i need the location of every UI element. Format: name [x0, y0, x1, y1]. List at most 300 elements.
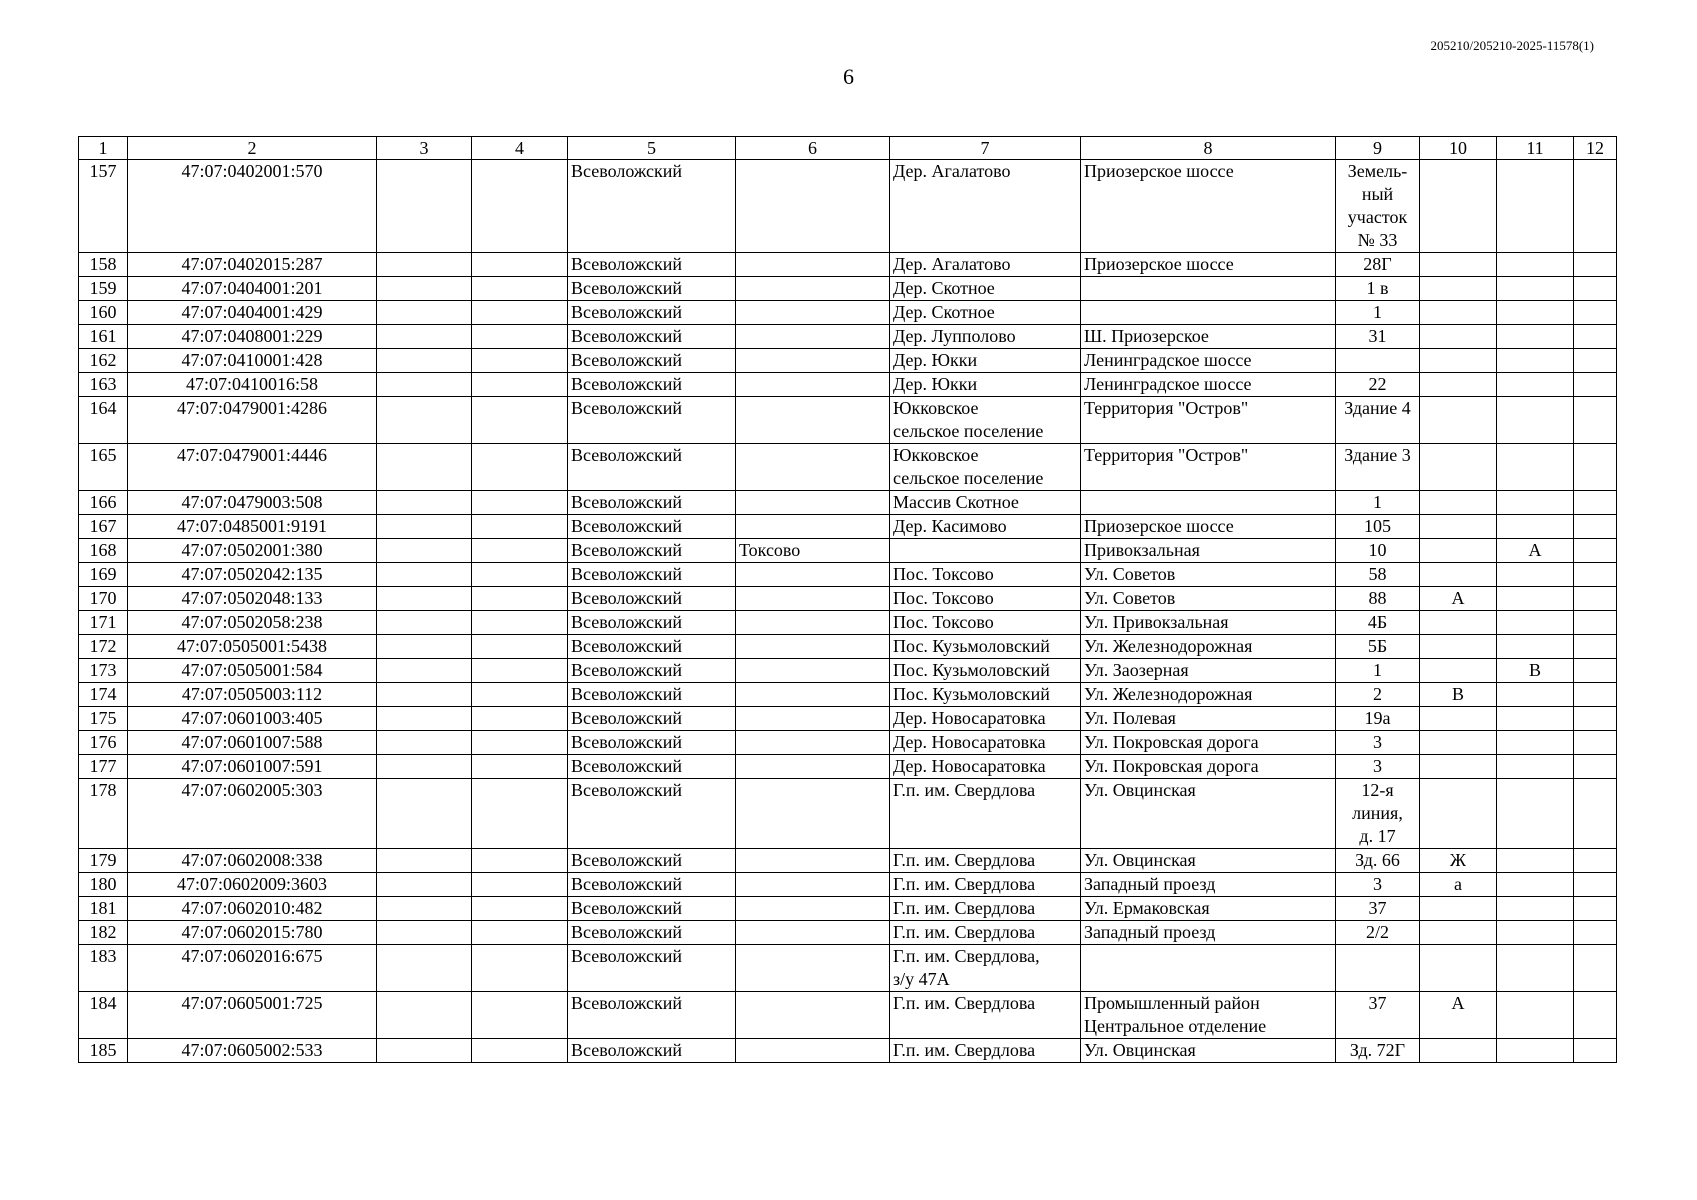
cell-col-4 — [472, 992, 568, 1039]
cadastral-number: 47:07:0404001:201 — [128, 277, 377, 301]
cell-col-10 — [1420, 325, 1497, 349]
locality-cell — [890, 539, 1081, 563]
cell-col-3 — [377, 397, 472, 444]
cell-col-12 — [1574, 992, 1617, 1039]
cadastral-number: 47:07:0502042:135 — [128, 563, 377, 587]
street-cell: Ул. Советов — [1081, 587, 1336, 611]
cell-col-4 — [472, 659, 568, 683]
street-cell: Территория "Остров" — [1081, 444, 1336, 491]
street-cell: Ул. Советов — [1081, 563, 1336, 587]
cell-col-3 — [377, 587, 472, 611]
locality-cell: Дер. Новосаратовка — [890, 755, 1081, 779]
cell-col-4 — [472, 397, 568, 444]
row-number: 184 — [79, 992, 128, 1039]
registry-table — [78, 136, 1617, 1063]
cell-col-3 — [377, 707, 472, 731]
cell-col-4 — [472, 539, 568, 563]
cadastral-number: 47:07:0479001:4446 — [128, 444, 377, 491]
street-cell: Приозерское шоссе — [1081, 160, 1336, 253]
cell-col-11 — [1497, 921, 1574, 945]
table-row — [79, 921, 1617, 945]
cell-col-10 — [1420, 779, 1497, 849]
cell-col-3 — [377, 611, 472, 635]
column-header-2: 2 — [128, 137, 377, 160]
cadastral-number: 47:07:0502001:380 — [128, 539, 377, 563]
cell-col-11 — [1497, 1039, 1574, 1063]
table-row — [79, 1039, 1617, 1063]
district-cell: Всеволожский — [568, 563, 736, 587]
cell-col-11 — [1497, 873, 1574, 897]
cell-col-11 — [1497, 563, 1574, 587]
cadastral-number: 47:07:0605001:725 — [128, 992, 377, 1039]
street-cell: Приозерское шоссе — [1081, 515, 1336, 539]
cell-col-10 — [1420, 731, 1497, 755]
locality-cell: Г.п. им. Свердлова — [890, 897, 1081, 921]
settlement-cell — [736, 992, 890, 1039]
cell-col-12 — [1574, 897, 1617, 921]
table-row — [79, 849, 1617, 873]
house-number-cell: 3 — [1336, 873, 1420, 897]
locality-cell: Юкковское сельское поселение — [890, 444, 1081, 491]
settlement-cell — [736, 397, 890, 444]
settlement-cell — [736, 755, 890, 779]
row-number: 179 — [79, 849, 128, 873]
cell-col-11 — [1497, 635, 1574, 659]
settlement-cell — [736, 160, 890, 253]
house-number-cell: 37 — [1336, 992, 1420, 1039]
row-number: 178 — [79, 779, 128, 849]
cell-col-3 — [377, 779, 472, 849]
row-number: 180 — [79, 873, 128, 897]
cadastral-number: 47:07:0505001:5438 — [128, 635, 377, 659]
cell-col-10 — [1420, 659, 1497, 683]
street-cell — [1081, 301, 1336, 325]
district-cell: Всеволожский — [568, 160, 736, 253]
cell-col-3 — [377, 849, 472, 873]
house-number-cell: 4Б — [1336, 611, 1420, 635]
table-row — [79, 253, 1617, 277]
cell-col-4 — [472, 301, 568, 325]
table-row — [79, 635, 1617, 659]
cell-col-11 — [1497, 731, 1574, 755]
street-cell — [1081, 277, 1336, 301]
locality-cell: Дер. Юкки — [890, 349, 1081, 373]
locality-cell: Юкковское сельское поселение — [890, 397, 1081, 444]
settlement-cell — [736, 683, 890, 707]
street-cell: Западный проезд — [1081, 873, 1336, 897]
cadastral-number: 47:07:0602008:338 — [128, 849, 377, 873]
cadastral-number: 47:07:0602005:303 — [128, 779, 377, 849]
table-row — [79, 160, 1617, 253]
locality-cell: Пос. Кузьмоловский — [890, 635, 1081, 659]
column-header-12: 12 — [1574, 137, 1617, 160]
cell-col-10 — [1420, 1039, 1497, 1063]
cell-col-12 — [1574, 491, 1617, 515]
row-number: 161 — [79, 325, 128, 349]
cell-col-11 — [1497, 277, 1574, 301]
table-row — [79, 373, 1617, 397]
cell-col-3 — [377, 897, 472, 921]
district-cell: Всеволожский — [568, 659, 736, 683]
cell-col-10: Ж — [1420, 849, 1497, 873]
locality-cell: Дер. Новосаратовка — [890, 707, 1081, 731]
cell-col-3 — [377, 945, 472, 992]
table-row — [79, 587, 1617, 611]
street-cell: Ул. Железнодорожная — [1081, 635, 1336, 659]
cadastral-number: 47:07:0602016:675 — [128, 945, 377, 992]
cell-col-11 — [1497, 683, 1574, 707]
cell-col-3 — [377, 301, 472, 325]
cell-col-3 — [377, 160, 472, 253]
table-row — [79, 277, 1617, 301]
cell-col-10 — [1420, 563, 1497, 587]
house-number-cell — [1336, 945, 1420, 992]
column-header-1: 1 — [79, 137, 128, 160]
district-cell: Всеволожский — [568, 539, 736, 563]
cadastral-number: 47:07:0404001:429 — [128, 301, 377, 325]
district-cell: Всеволожский — [568, 731, 736, 755]
row-number: 159 — [79, 277, 128, 301]
cell-col-4 — [472, 277, 568, 301]
house-number-cell: Здание 3 — [1336, 444, 1420, 491]
cell-col-12 — [1574, 587, 1617, 611]
locality-cell: Массив Скотное — [890, 491, 1081, 515]
cell-col-11 — [1497, 587, 1574, 611]
cell-col-4 — [472, 849, 568, 873]
settlement-cell — [736, 921, 890, 945]
cell-col-10 — [1420, 277, 1497, 301]
settlement-cell: Токсово — [736, 539, 890, 563]
cell-col-3 — [377, 635, 472, 659]
settlement-cell — [736, 707, 890, 731]
cadastral-number: 47:07:0479001:4286 — [128, 397, 377, 444]
cell-col-3 — [377, 349, 472, 373]
cadastral-number: 47:07:0402001:570 — [128, 160, 377, 253]
cadastral-number: 47:07:0505003:112 — [128, 683, 377, 707]
cell-col-12 — [1574, 253, 1617, 277]
cell-col-11 — [1497, 755, 1574, 779]
cell-col-4 — [472, 897, 568, 921]
district-cell: Всеволожский — [568, 253, 736, 277]
house-number-cell: 10 — [1336, 539, 1420, 563]
cadastral-number: 47:07:0601007:588 — [128, 731, 377, 755]
table-row — [79, 444, 1617, 491]
locality-cell: Дер. Касимово — [890, 515, 1081, 539]
cell-col-3 — [377, 659, 472, 683]
district-cell: Всеволожский — [568, 587, 736, 611]
locality-cell: Дер. Скотное — [890, 301, 1081, 325]
cadastral-number: 47:07:0485001:9191 — [128, 515, 377, 539]
settlement-cell — [736, 611, 890, 635]
row-number: 162 — [79, 349, 128, 373]
settlement-cell — [736, 491, 890, 515]
cell-col-12 — [1574, 563, 1617, 587]
table-row — [79, 301, 1617, 325]
cell-col-12 — [1574, 539, 1617, 563]
cell-col-10 — [1420, 444, 1497, 491]
settlement-cell — [736, 731, 890, 755]
cell-col-4 — [472, 563, 568, 587]
locality-cell: Дер. Лупполово — [890, 325, 1081, 349]
cell-col-4 — [472, 444, 568, 491]
house-number-cell: 37 — [1336, 897, 1420, 921]
settlement-cell — [736, 587, 890, 611]
locality-cell: Дер. Скотное — [890, 277, 1081, 301]
locality-cell: Пос. Токсово — [890, 587, 1081, 611]
district-cell: Всеволожский — [568, 873, 736, 897]
cell-col-4 — [472, 945, 568, 992]
district-cell: Всеволожский — [568, 992, 736, 1039]
table-row — [79, 779, 1617, 849]
district-cell: Всеволожский — [568, 373, 736, 397]
settlement-cell — [736, 349, 890, 373]
district-cell: Всеволожский — [568, 491, 736, 515]
settlement-cell — [736, 277, 890, 301]
row-number: 174 — [79, 683, 128, 707]
street-cell: Ул. Ермаковская — [1081, 897, 1336, 921]
cadastral-number: 47:07:0605002:533 — [128, 1039, 377, 1063]
cell-col-4 — [472, 515, 568, 539]
street-cell: Ул. Покровская дорога — [1081, 755, 1336, 779]
cell-col-3 — [377, 277, 472, 301]
cell-col-12 — [1574, 515, 1617, 539]
house-number-cell — [1336, 349, 1420, 373]
street-cell: Территория "Остров" — [1081, 397, 1336, 444]
locality-cell: Г.п. им. Свердлова — [890, 1039, 1081, 1063]
district-cell: Всеволожский — [568, 277, 736, 301]
cadastral-number: 47:07:0505001:584 — [128, 659, 377, 683]
row-number: 166 — [79, 491, 128, 515]
table-body — [79, 160, 1617, 1063]
locality-cell: Дер. Юкки — [890, 373, 1081, 397]
row-number: 157 — [79, 160, 128, 253]
table-row — [79, 897, 1617, 921]
locality-cell: Пос. Кузьмоловский — [890, 659, 1081, 683]
cadastral-number: 47:07:0402015:287 — [128, 253, 377, 277]
cell-col-11 — [1497, 515, 1574, 539]
cell-col-3 — [377, 1039, 472, 1063]
table-row — [79, 397, 1617, 444]
street-cell — [1081, 491, 1336, 515]
district-cell: Всеволожский — [568, 325, 736, 349]
cadastral-number: 47:07:0410001:428 — [128, 349, 377, 373]
cell-col-3 — [377, 755, 472, 779]
column-header-3: 3 — [377, 137, 472, 160]
cell-col-3 — [377, 539, 472, 563]
settlement-cell — [736, 945, 890, 992]
table-row — [79, 515, 1617, 539]
cell-col-11 — [1497, 897, 1574, 921]
house-number-cell: Здание 4 — [1336, 397, 1420, 444]
cadastral-number: 47:07:0602009:3603 — [128, 873, 377, 897]
district-cell: Всеволожский — [568, 635, 736, 659]
house-number-cell: 3 — [1336, 731, 1420, 755]
table-row — [79, 992, 1617, 1039]
house-number-cell: 28Г — [1336, 253, 1420, 277]
cell-col-12 — [1574, 397, 1617, 444]
cell-col-3 — [377, 683, 472, 707]
district-cell: Всеволожский — [568, 611, 736, 635]
page-number: 6 — [843, 64, 854, 89]
cell-col-11 — [1497, 373, 1574, 397]
cell-col-3 — [377, 563, 472, 587]
locality-cell: Пос. Кузьмоловский — [890, 683, 1081, 707]
cell-col-4 — [472, 253, 568, 277]
cell-col-3 — [377, 373, 472, 397]
cell-col-11: А — [1497, 539, 1574, 563]
cell-col-4 — [472, 373, 568, 397]
cell-col-10 — [1420, 897, 1497, 921]
column-header-10: 10 — [1420, 137, 1497, 160]
settlement-cell — [736, 1039, 890, 1063]
cell-col-12 — [1574, 779, 1617, 849]
district-cell: Всеволожский — [568, 515, 736, 539]
cell-col-4 — [472, 491, 568, 515]
row-number: 167 — [79, 515, 128, 539]
cell-col-12 — [1574, 635, 1617, 659]
cell-col-4 — [472, 587, 568, 611]
column-header-9: 9 — [1336, 137, 1420, 160]
cell-col-11 — [1497, 301, 1574, 325]
settlement-cell — [736, 849, 890, 873]
cell-col-10: А — [1420, 587, 1497, 611]
column-header-4: 4 — [472, 137, 568, 160]
cell-col-10 — [1420, 755, 1497, 779]
cell-col-10 — [1420, 635, 1497, 659]
cell-col-10: А — [1420, 992, 1497, 1039]
district-cell: Всеволожский — [568, 301, 736, 325]
street-cell: Ул. Овцинская — [1081, 779, 1336, 849]
locality-cell: Г.п. им. Свердлова — [890, 873, 1081, 897]
cell-col-4 — [472, 921, 568, 945]
cell-col-3 — [377, 921, 472, 945]
cell-col-10: а — [1420, 873, 1497, 897]
row-number: 171 — [79, 611, 128, 635]
table-row — [79, 539, 1617, 563]
district-cell: Всеволожский — [568, 683, 736, 707]
cell-col-12 — [1574, 659, 1617, 683]
table-row — [79, 945, 1617, 992]
row-number: 173 — [79, 659, 128, 683]
locality-cell: Дер. Новосаратовка — [890, 731, 1081, 755]
row-number: 160 — [79, 301, 128, 325]
cell-col-11 — [1497, 779, 1574, 849]
row-number: 176 — [79, 731, 128, 755]
district-cell: Всеволожский — [568, 921, 736, 945]
house-number-cell: 1 — [1336, 491, 1420, 515]
cell-col-3 — [377, 491, 472, 515]
street-cell — [1081, 945, 1336, 992]
row-number: 172 — [79, 635, 128, 659]
cell-col-12 — [1574, 301, 1617, 325]
cadastral-number: 47:07:0408001:229 — [128, 325, 377, 349]
street-cell: Ул. Привокзальная — [1081, 611, 1336, 635]
cell-col-10 — [1420, 921, 1497, 945]
cell-col-3 — [377, 873, 472, 897]
cell-col-4 — [472, 325, 568, 349]
cell-col-3 — [377, 325, 472, 349]
locality-cell: Пос. Токсово — [890, 611, 1081, 635]
cell-col-11 — [1497, 611, 1574, 635]
street-cell: Ленинградское шоссе — [1081, 349, 1336, 373]
cell-col-4 — [472, 873, 568, 897]
cell-col-4 — [472, 755, 568, 779]
house-number-cell: 12-я линия, д. 17 — [1336, 779, 1420, 849]
settlement-cell — [736, 373, 890, 397]
settlement-cell — [736, 325, 890, 349]
cell-col-12 — [1574, 325, 1617, 349]
cadastral-number: 47:07:0502058:238 — [128, 611, 377, 635]
street-cell: Ул. Заозерная — [1081, 659, 1336, 683]
cell-col-11 — [1497, 849, 1574, 873]
locality-cell: Г.п. им. Свердлова — [890, 992, 1081, 1039]
cell-col-4 — [472, 779, 568, 849]
cadastral-number: 47:07:0602010:482 — [128, 897, 377, 921]
settlement-cell — [736, 779, 890, 849]
table-row — [79, 611, 1617, 635]
cell-col-10 — [1420, 491, 1497, 515]
house-number-cell: 1 — [1336, 659, 1420, 683]
cell-col-12 — [1574, 849, 1617, 873]
locality-cell: Пос. Токсово — [890, 563, 1081, 587]
cell-col-10 — [1420, 160, 1497, 253]
cell-col-4 — [472, 635, 568, 659]
house-number-cell: Зд. 66 — [1336, 849, 1420, 873]
cell-col-4 — [472, 1039, 568, 1063]
settlement-cell — [736, 563, 890, 587]
cell-col-11 — [1497, 325, 1574, 349]
row-number: 182 — [79, 921, 128, 945]
cell-col-12 — [1574, 755, 1617, 779]
table-header-row — [79, 137, 1617, 160]
street-cell: Западный проезд — [1081, 921, 1336, 945]
cell-col-12 — [1574, 873, 1617, 897]
table-row — [79, 563, 1617, 587]
cell-col-11 — [1497, 160, 1574, 253]
district-cell: Всеволожский — [568, 849, 736, 873]
table-row — [79, 707, 1617, 731]
settlement-cell — [736, 659, 890, 683]
column-header-8: 8 — [1081, 137, 1336, 160]
street-cell: Ленинградское шоссе — [1081, 373, 1336, 397]
cell-col-4 — [472, 731, 568, 755]
row-number: 163 — [79, 373, 128, 397]
street-cell: Приозерское шоссе — [1081, 253, 1336, 277]
cell-col-3 — [377, 731, 472, 755]
cell-col-11 — [1497, 992, 1574, 1039]
house-number-cell: 1 в — [1336, 277, 1420, 301]
street-cell: Ул. Покровская дорога — [1081, 731, 1336, 755]
row-number: 175 — [79, 707, 128, 731]
cell-col-11 — [1497, 397, 1574, 444]
street-cell: Ш. Приозерское — [1081, 325, 1336, 349]
house-number-cell: 19а — [1336, 707, 1420, 731]
district-cell: Всеволожский — [568, 397, 736, 444]
district-cell: Всеволожский — [568, 707, 736, 731]
cell-col-12 — [1574, 349, 1617, 373]
cell-col-10 — [1420, 397, 1497, 444]
cell-col-4 — [472, 611, 568, 635]
cell-col-3 — [377, 515, 472, 539]
house-number-cell: 105 — [1336, 515, 1420, 539]
cell-col-10 — [1420, 301, 1497, 325]
cell-col-10: В — [1420, 683, 1497, 707]
cell-col-11: В — [1497, 659, 1574, 683]
district-cell: Всеволожский — [568, 1039, 736, 1063]
cell-col-12 — [1574, 945, 1617, 992]
settlement-cell — [736, 515, 890, 539]
cell-col-12 — [1574, 611, 1617, 635]
